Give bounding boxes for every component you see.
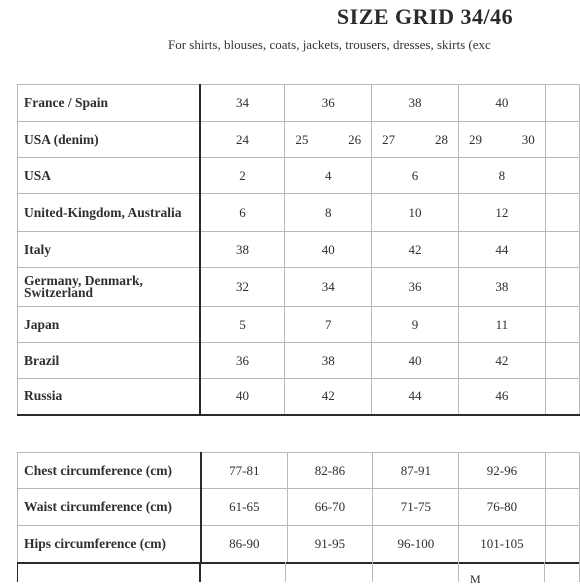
value-cell: 61-65 — [201, 489, 287, 526]
row-label: Chest circumference (cm) — [18, 453, 202, 489]
value-cell: 11 — [458, 307, 545, 343]
value-cell-cut — [545, 268, 579, 307]
value-cell: 34 — [200, 85, 285, 122]
value-cell: 86-90 — [201, 526, 287, 563]
value-cell: 38 — [458, 268, 545, 307]
table-row — [18, 526, 580, 563]
table-row — [18, 489, 580, 526]
value-cell-cut — [545, 379, 579, 415]
value-cell: 77-81 — [201, 453, 287, 489]
value-pair — [201, 132, 285, 148]
value-cell: 101-105 — [459, 526, 545, 563]
value-cell: 36 — [285, 85, 372, 122]
value-cell: 36 — [372, 268, 459, 307]
row-label: Japan — [18, 307, 200, 343]
value-cell-cut — [545, 232, 579, 268]
row-label: Italy — [18, 232, 200, 268]
partial-cell — [200, 562, 286, 582]
value-cell-cut — [545, 158, 579, 194]
row-label: Germany, Denmark, Switzerland — [18, 268, 200, 307]
value-text: 27 — [382, 131, 396, 147]
value-cell: 82-86 — [287, 453, 373, 489]
value-cell: 40 — [458, 85, 545, 122]
value-text: 28 — [434, 131, 448, 147]
value-cell: 46 — [458, 379, 545, 415]
table-row — [18, 194, 580, 232]
value-text: 26 — [348, 131, 362, 147]
partial-cell — [545, 562, 580, 582]
value-cell-cut — [545, 343, 579, 379]
value-cell: 40 — [200, 379, 285, 415]
value-cell: 8 — [285, 194, 372, 232]
value-cell: 71-75 — [373, 489, 459, 526]
value-text: 29 — [468, 131, 482, 147]
value-cell: 76-80 — [459, 489, 545, 526]
partial-row-text: M — [470, 572, 481, 586]
value-text: 25 — [295, 131, 309, 147]
value-cell: 44 — [458, 232, 545, 268]
value-cell — [285, 122, 372, 158]
body-measurements-table — [17, 452, 580, 564]
page-subtitle: For shirts, blouses, coats, jackets, trousers, dresses, skirts (exc — [168, 37, 491, 52]
table-row — [18, 268, 580, 307]
value-cell: 91-95 — [287, 526, 373, 563]
value-cell: 5 — [200, 307, 285, 343]
value-cell-cut — [545, 526, 579, 563]
table-row — [18, 232, 580, 268]
value-cell: 2 — [200, 158, 285, 194]
value-cell: 40 — [372, 343, 459, 379]
table-row — [18, 343, 580, 379]
row-label: France / Spain — [18, 85, 200, 122]
table-row — [18, 122, 580, 158]
table-row — [18, 85, 580, 122]
value-text: 30 — [521, 131, 535, 147]
value-pair — [469, 132, 535, 148]
row-label: Brazil — [18, 343, 200, 379]
row-label: Waist circumference (cm) — [18, 489, 202, 526]
value-cell-cut — [545, 489, 579, 526]
value-cell: 38 — [200, 232, 285, 268]
row-label: Hips circumference (cm) — [18, 526, 202, 563]
value-cell — [372, 122, 459, 158]
value-cell: 6 — [372, 158, 459, 194]
value-cell: 10 — [372, 194, 459, 232]
value-cell: 96-100 — [373, 526, 459, 563]
value-pair — [295, 132, 361, 148]
value-cell: 66-70 — [287, 489, 373, 526]
page-title: SIZE GRID 34/46 — [336, 4, 514, 29]
row-label: USA — [18, 158, 200, 194]
value-cell: 7 — [285, 307, 372, 343]
value-cell: 4 — [285, 158, 372, 194]
partial-cell — [286, 562, 372, 582]
value-cell: 12 — [458, 194, 545, 232]
value-text: 24 — [236, 131, 250, 147]
value-cell-cut — [545, 307, 579, 343]
size-conversion-table — [17, 84, 580, 416]
table-row — [18, 158, 580, 194]
partial-label-cell — [18, 562, 200, 582]
value-cell — [200, 122, 285, 158]
value-cell-cut — [545, 194, 579, 232]
value-cell: 42 — [372, 232, 459, 268]
value-cell: 9 — [372, 307, 459, 343]
value-pair — [382, 132, 448, 148]
value-cell: 38 — [285, 343, 372, 379]
row-label: Russia — [18, 379, 200, 415]
value-cell-cut — [545, 453, 579, 489]
value-cell: 44 — [372, 379, 459, 415]
value-cell: 8 — [458, 158, 545, 194]
table-row — [18, 307, 580, 343]
table-row — [18, 453, 580, 489]
value-cell: 42 — [458, 343, 545, 379]
value-cell: 40 — [285, 232, 372, 268]
value-cell: 32 — [200, 268, 285, 307]
value-cell: 38 — [372, 85, 459, 122]
partial-cell — [372, 562, 458, 582]
value-cell: 92-96 — [459, 453, 545, 489]
value-cell: 6 — [200, 194, 285, 232]
value-cell: 34 — [285, 268, 372, 307]
value-cell: 36 — [200, 343, 285, 379]
row-label: USA (denim) — [18, 122, 200, 158]
row-label: United-Kingdom, Australia — [18, 194, 200, 232]
value-cell-cut — [545, 122, 579, 158]
partial-next-table — [17, 562, 580, 582]
value-cell — [458, 122, 545, 158]
value-cell-cut — [545, 85, 579, 122]
value-cell: 42 — [285, 379, 372, 415]
table-row — [18, 379, 580, 415]
value-cell: 87-91 — [373, 453, 459, 489]
